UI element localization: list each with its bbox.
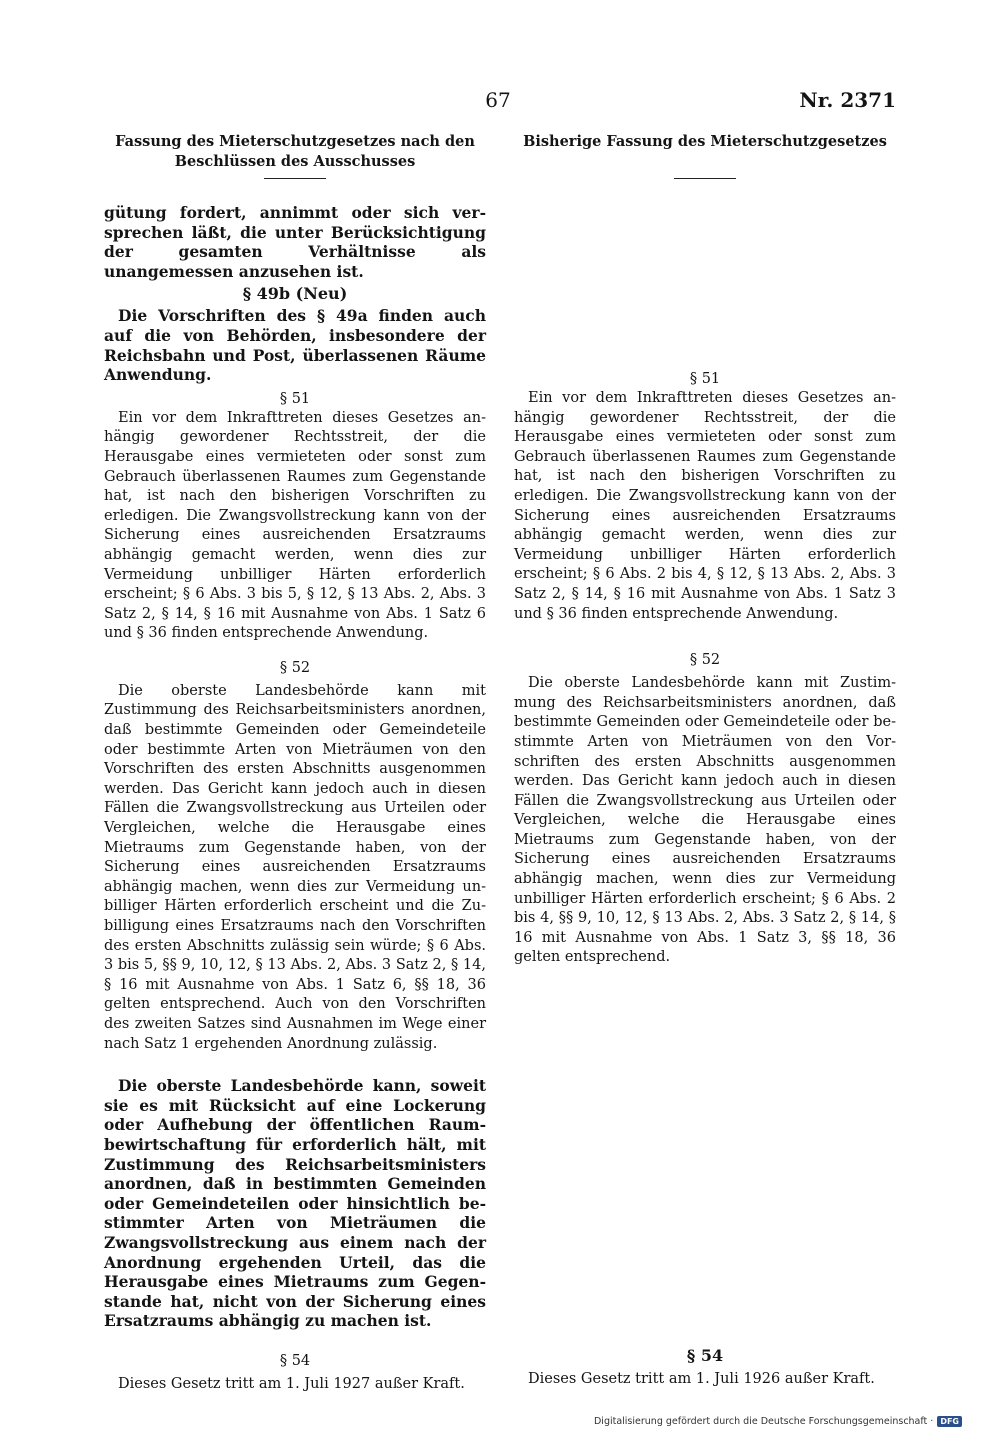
- section-54-title: § 54: [686, 1346, 724, 1366]
- right-column: [514, 132, 896, 1390]
- continued-paragraph: gütung fordert, annimmt oder sich versprechen läßt, die unter Berücksichtigung der gesamten Verhältnisse als unangemessen anzusehen ist.: [104, 203, 486, 281]
- section-51-title: § 51: [279, 390, 311, 407]
- dfg-logo: DFG: [937, 1416, 962, 1427]
- document-number: Nr. 2371: [799, 88, 896, 112]
- section-52-text: Die oberste Landesbehörde kann mit Zustimmung des Reichsarbeitsministers anordnen, daß bestimmte Gemeinden oder Gemeindeteile oder bestimmte Arten von Mieträumen von den Vorschriften des ersten Abschnitts ausgenommen werden. Das Gericht kann jedoch auch in diesen Fällen die Zwangsvollstreckung aus Urteilen oder Vergleichen, welche die Herausgabe eines Mietraums zum Gegenstande haben, von der Sicherung eines ausreichenden Ersatzraums abhängig machen, wenn dies zur Vermeidung unbilliger Härten erforderlich erscheint und die Zubilligung eines Ersatzraums nach den Vorschriften des ersten Abschnitts zulässig sein würde; § 6 Abs. 3 bis 5, §§ 9, 10, 12, § 13 Abs. 2, Abs. 3 Satz 2, § 14, § 16 mit Ausnahme von Abs. 1 Satz 6, §§ 18, 36 gelten entsprechend. Auch von den Vorschriften des zweiten Satzes sind Ausnahmen im Wege einer nach Satz 1 ergehenden Anordnung zulässig.: [104, 682, 486, 1052]
- page-number: 67: [485, 88, 511, 112]
- section-54-text: Dieses Gesetz tritt am 1. Juli 1926 außer Kraft.: [528, 1371, 875, 1388]
- section-54-title: § 54: [279, 1352, 311, 1369]
- section-52-title: § 52: [279, 659, 311, 676]
- section-54-text: Dieses Gesetz tritt am 1. Juli 1927 außer Kraft.: [118, 1375, 465, 1392]
- section-52-new-paragraph: Die oberste Landesbehörde kann, soweit sie es mit Rücksicht auf eine Lockerung oder Aufhebung der öffentlichen Raumbewirtschaftung für erforderlich hält, mit Zustimmung des Reichsarbeitsministers anordnen, daß in bestimmten Gemeinden oder Gemeindeteilen oder hinsichtlich bestimmter Arten von Mieträumen die Zwangsvollstreckung aus einem nach der Anordnung ergehenden Urteil, das die Herausgabe eines Mietraums zum Gegenstande hat, nicht von der Sicherung eines Ersatzraums abhängig zu machen ist.: [104, 1076, 486, 1331]
- section-49b-title: § 49b (Neu): [242, 284, 348, 304]
- section-52-title: § 52: [689, 652, 721, 669]
- section-52-text: Die oberste Landesbehörde kann mit Zustimmung des Reichsarbeitsministers anordnen, daß bestimmte Gemeinden oder Gemeindeteile oder bestimmte Arten von Mieträumen von den Vorschriften des ersten Abschnitts ausgenommen werden. Das Gericht kann jedoch auch in diesen Fällen die Zwangsvollstreckung aus Urteilen oder Vergleichen, welche die Herausgabe eines Mietraums zum Gegenstande haben, von der Sicherung eines ausreichenden Ersatzraums abhängig machen, wenn dies zur Vermeidung unbilliger Härten erforderlich erscheint; § 6 Abs. 2 bis 4, §§ 9, 10, 12, § 13 Abs. 2, Abs. 3 Satz 2, § 14, § 16 mit Ausnahme von Abs. 1 Satz 3, §§ 18, 36 gelten entsprechend.: [514, 675, 896, 966]
- section-51-text: Ein vor dem Inkrafttreten dieses Gesetzes anhängig gewordener Rechtsstreit, der die Herausgabe eines vermieteten oder sonst zum Gebrauch überlassenen Raumes zum Gegenstande hat, ist nach den bisherigen Vorschriften zu erledigen. Die Zwangsvollstreckung kann von der Sicherung eines ausreichenden Ersatzraums abhängig gemacht werden, wenn dies zur Vermeidung unbilliger Härten erforderlich erscheint; § 6 Abs. 2 bis 4, § 12, § 13 Abs. 2, Abs. 3 Satz 2, § 14, § 16 mit Ausnahme von Abs. 1 Satz 3 und § 36 finden entsprechende Anwendung.: [514, 390, 896, 622]
- left-column-heading: Fassung des Mieterschutzgesetzes nach den Beschlüssen des Ausschusses: [115, 133, 475, 170]
- right-column-heading: Bisherige Fassung des Mieterschutzgesetzes: [523, 133, 887, 150]
- section-51-text: Ein vor dem Inkrafttreten dieses Gesetzes anhängig gewordener Rechtsstreit, der die Herausgabe eines vermieteten oder sonst zum Gebrauch überlassenen Raumes zum Gegenstande hat, ist nach den bisherigen Vorschriften zu erledigen. Die Zwangsvollstreckung kann von der Sicherung eines ausreichenden Ersatzraums abhängig gemacht werden, wenn dies zur Vermeidung unbilliger Härten erforderlich erscheint; § 6 Abs. 3 bis 5, § 12, § 13 Abs. 2, Abs. 3 Satz 2, § 14, § 16 mit Ausnahme von Abs. 1 Satz 6 und § 36 finden entsprechende Anwendung.: [104, 409, 486, 642]
- heading-divider: [674, 178, 736, 179]
- section-51-title: § 51: [689, 371, 721, 387]
- heading-divider: [264, 178, 326, 179]
- section-49b-text: Die Vorschriften des § 49a finden auch auf die von Behörden, insbesondere der Reichsbahn und Post, überlassenen Räume Anwendung.: [104, 306, 486, 385]
- footer-text: Digitalisierung gefördert durch die Deutsche Forschungsgemeinschaft ·: [593, 1416, 934, 1427]
- left-column: [104, 132, 486, 1394]
- digitization-footer: [594, 1416, 962, 1427]
